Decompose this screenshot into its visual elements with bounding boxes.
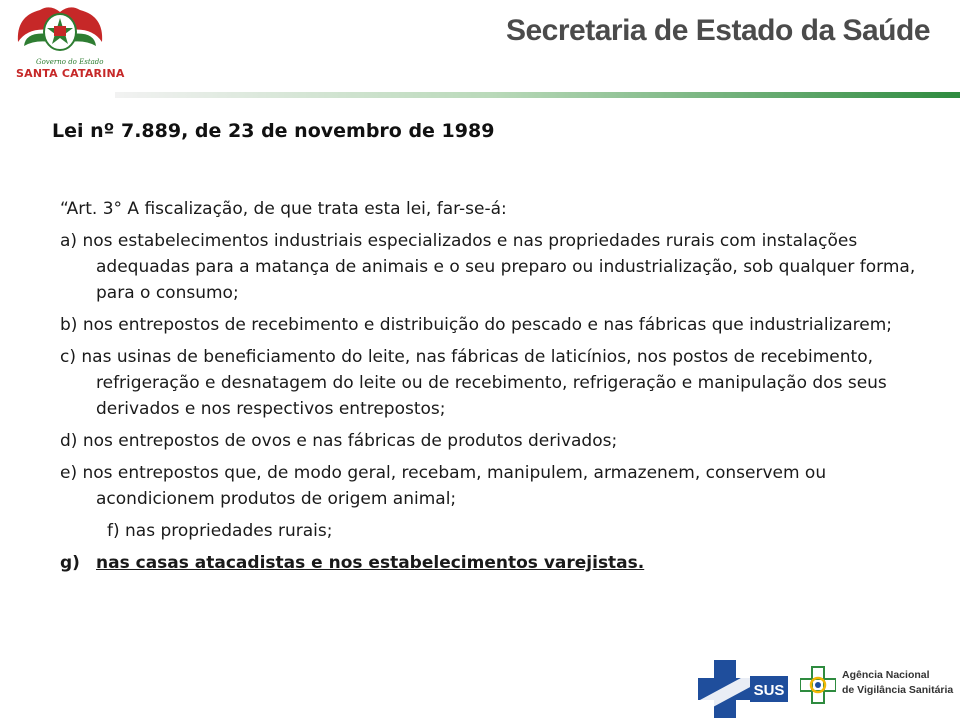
anvisa-line-2: de Vigilância Sanitária	[842, 684, 954, 696]
sus-label: SUS	[753, 682, 785, 699]
list-item-text: nas casas atacadistas e nos estabelecimentos varejistas.	[96, 553, 645, 573]
list-item: a) nos estabelecimentos industriais especializados e nas propriedades rurais com instalações adequadas para a matança de animais e o seu preparo ou industrialização, sob qualquer forma, para o consumo;	[60, 231, 916, 303]
list-item: c) nas usinas de beneficiamento do leite, nas fábricas de laticínios, nos postos de recebimento, refrigeração e desnatagem do leite ou de recebimento, refrigeração e manipulação dos seus derivados e nos respectivos entrepostos;	[60, 347, 887, 419]
anvisa-label	[842, 668, 953, 698]
page-title: Lei nº 7.889, de 23 de novembro de 1989	[52, 120, 495, 142]
anvisa-line-1: Agência Nacional	[842, 669, 930, 681]
sus-logo-icon	[698, 660, 790, 718]
article-body	[60, 196, 920, 582]
article-intro: “Art. 3° A fiscalização, de que trata esta lei, far-se-á:	[60, 199, 507, 219]
list-item-letter: g)	[60, 553, 80, 573]
logo-subtitle: Governo do Estado	[36, 58, 104, 66]
list-item: e) nos entrepostos que, de modo geral, recebam, manipulem, armazenem, conservem ou acondicionem produtos de origem animal;	[60, 463, 827, 509]
logo-name: SANTA CATARINA	[16, 67, 125, 80]
list-item: d) nos entrepostos de ovos e nas fábricas de produtos derivados;	[60, 431, 618, 451]
page-header-title: Secretaria de Estado da Saúde	[505, 14, 930, 47]
anvisa-logo-icon	[800, 665, 836, 705]
list-item: b) nos entrepostos de recebimento e distribuição do pescado e nas fábricas que industrializarem;	[60, 315, 892, 335]
header	[0, 0, 960, 98]
header-divider	[115, 92, 960, 98]
list-item: f) nas propriedades rurais;	[107, 521, 333, 541]
list-item-highlighted	[60, 550, 920, 576]
